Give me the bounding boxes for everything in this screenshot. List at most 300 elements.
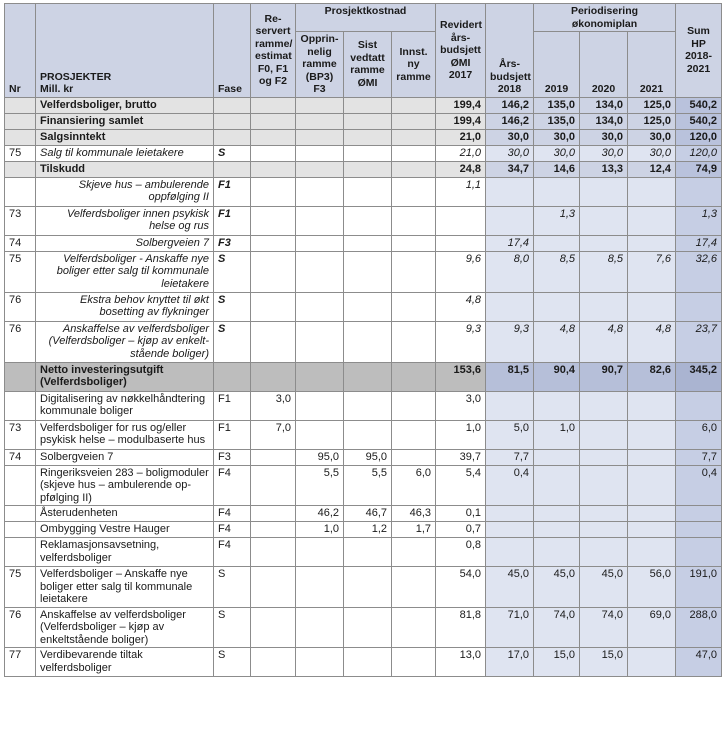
cell-fase: F3 (214, 235, 251, 251)
table-row (5, 145, 722, 161)
col-2019-header: 2019 (534, 32, 580, 98)
cell-desc: Ombygging Vestre Hauger (36, 522, 214, 538)
cell-2021 (628, 465, 676, 506)
revidert-line-2: års- (450, 31, 471, 44)
cell-desc: Verdibevarende tiltak velferdsboliger (36, 648, 214, 677)
sum-line-3: 2018- (685, 50, 712, 63)
cell-sist-vedtatt (344, 129, 392, 145)
cell-2019: 1,3 (534, 206, 580, 235)
cell-fase (214, 113, 251, 129)
cell-opprinnelig (296, 567, 344, 608)
sum-line-4: 2021 (686, 62, 711, 75)
cell-reservert (251, 449, 296, 465)
cell-sist-vedtatt (344, 251, 392, 292)
cell-desc: Ringeriksveien 283 – boligmoduler (skjeve hus – ambulerende op-pfølging II) (36, 465, 214, 506)
cell-2019: 14,6 (534, 161, 580, 177)
cell-desc: Velferdsboliger for rus og/eller psykisk helse – modulbaserte hus (36, 420, 214, 449)
cell-innst (392, 449, 436, 465)
cell-2021: 7,6 (628, 251, 676, 292)
cell-innst (392, 113, 436, 129)
opprinnelig-line-1: Opprin- (300, 33, 339, 45)
cell-2020 (580, 177, 628, 206)
cell-sist-vedtatt (344, 567, 392, 608)
cell-revidert (436, 235, 486, 251)
cell-nr: 75 (5, 567, 36, 608)
col-opprinnelig-header (296, 32, 344, 98)
col-innst-header (392, 32, 436, 98)
cell-opprinnelig: 5,5 (296, 465, 344, 506)
cell-2020 (580, 235, 628, 251)
cell-sist-vedtatt (344, 113, 392, 129)
cell-revidert: 24,8 (436, 161, 486, 177)
cell-nr (5, 97, 36, 113)
cell-sist-vedtatt (344, 145, 392, 161)
cell-2019 (534, 391, 580, 420)
cell-2020 (580, 522, 628, 538)
cell-sum: 7,7 (676, 449, 722, 465)
table-row (5, 113, 722, 129)
cell-opprinnelig (296, 145, 344, 161)
cell-desc: Reklamasjonsavsetning, velferdsboliger (36, 538, 214, 567)
cell-reservert (251, 465, 296, 506)
table-row (5, 362, 722, 391)
cell-opprinnelig: 46,2 (296, 506, 344, 522)
cell-reservert (251, 206, 296, 235)
cell-sist-vedtatt (344, 321, 392, 362)
cell-nr: 76 (5, 607, 36, 648)
cell-sum: 288,0 (676, 607, 722, 648)
cell-2019: 45,0 (534, 567, 580, 608)
cell-innst (392, 607, 436, 648)
cell-innst (392, 420, 436, 449)
cell-innst (392, 251, 436, 292)
cell-2020 (580, 420, 628, 449)
cell-desc: Velferdsboliger - Anskaffe nye boliger etter salg til kommunale leietakere (36, 251, 214, 292)
prosjekter-label: PROSJEKTER (40, 70, 112, 83)
cell-revidert: 21,0 (436, 145, 486, 161)
cell-2021 (628, 235, 676, 251)
col-prosjekter-header (36, 4, 214, 98)
cell-2021: 12,4 (628, 161, 676, 177)
cell-2021: 69,0 (628, 607, 676, 648)
cell-reservert (251, 97, 296, 113)
cell-2020: 90,7 (580, 362, 628, 391)
cell-sist-vedtatt (344, 292, 392, 321)
cell-innst (392, 206, 436, 235)
cell-innst (392, 321, 436, 362)
cell-innst (392, 161, 436, 177)
table-row (5, 538, 722, 567)
cell-sum (676, 506, 722, 522)
cell-2021 (628, 420, 676, 449)
cell-2019 (534, 177, 580, 206)
cell-revidert: 199,4 (436, 113, 486, 129)
cell-2020: 4,8 (580, 321, 628, 362)
cell-desc: Solbergveien 7 (36, 235, 214, 251)
cell-2020 (580, 465, 628, 506)
cell-desc: Ekstra behov knyttet til økt bosetting av flykninger (36, 292, 214, 321)
cell-2021 (628, 391, 676, 420)
table-row (5, 235, 722, 251)
cell-arsbudsjett: 81,5 (486, 362, 534, 391)
cell-arsbudsjett (486, 391, 534, 420)
cell-nr: 73 (5, 206, 36, 235)
cell-desc: Skjeve hus – ambulerende oppfølging II (36, 177, 214, 206)
revidert-line-1: Revidert (440, 19, 483, 31)
cell-fase: F4 (214, 465, 251, 506)
cell-sum: 6,0 (676, 420, 722, 449)
cell-2019: 135,0 (534, 113, 580, 129)
cell-sist-vedtatt (344, 607, 392, 648)
cell-innst: 1,7 (392, 522, 436, 538)
cell-opprinnelig (296, 420, 344, 449)
cell-innst (392, 362, 436, 391)
cell-reservert (251, 113, 296, 129)
cell-sum: 120,0 (676, 145, 722, 161)
cell-arsbudsjett (486, 522, 534, 538)
cell-reservert: 7,0 (251, 420, 296, 449)
cell-fase: S (214, 648, 251, 677)
budget-table (4, 3, 722, 677)
cell-2021: 30,0 (628, 145, 676, 161)
table-row (5, 567, 722, 608)
innst-line-3: ramme (396, 70, 431, 83)
cell-revidert: 199,4 (436, 97, 486, 113)
cell-arsbudsjett (486, 177, 534, 206)
cell-arsbudsjett: 0,4 (486, 465, 534, 506)
sist-line-3: ramme (350, 64, 385, 77)
cell-reservert (251, 129, 296, 145)
table-row (5, 177, 722, 206)
cell-fase: S (214, 145, 251, 161)
table-row (5, 292, 722, 321)
cell-2019: 1,0 (534, 420, 580, 449)
cell-revidert: 9,3 (436, 321, 486, 362)
cell-2019: 4,8 (534, 321, 580, 362)
cell-revidert: 4,8 (436, 292, 486, 321)
cell-2019: 8,5 (534, 251, 580, 292)
cell-2020 (580, 292, 628, 321)
cell-2021 (628, 648, 676, 677)
cell-opprinnelig (296, 391, 344, 420)
col-fase-header: Fase (214, 4, 251, 98)
innst-line-1: Innst. (399, 45, 428, 58)
cell-2021 (628, 538, 676, 567)
cell-reservert (251, 235, 296, 251)
cell-arsbudsjett: 7,7 (486, 449, 534, 465)
periodisering-header: Periodisering økonomiplan (534, 4, 676, 32)
cell-2019: 30,0 (534, 145, 580, 161)
cell-desc: Anskaffelse av velferdsboliger (Velferdsboliger – kjøp av enkeltstående boliger) (36, 607, 214, 648)
table-row (5, 607, 722, 648)
cell-opprinnelig (296, 129, 344, 145)
cell-sum: 47,0 (676, 648, 722, 677)
cell-sum: 32,6 (676, 251, 722, 292)
sist-line-2: vedtatt (350, 51, 385, 64)
cell-reservert (251, 567, 296, 608)
cell-sum: 120,0 (676, 129, 722, 145)
cell-nr (5, 129, 36, 145)
cell-sist-vedtatt (344, 538, 392, 567)
cell-2021 (628, 177, 676, 206)
cell-2021 (628, 522, 676, 538)
cell-sum: 540,2 (676, 113, 722, 129)
cell-fase: S (214, 292, 251, 321)
col-sist-vedtatt-header (344, 32, 392, 98)
cell-arsbudsjett: 45,0 (486, 567, 534, 608)
cell-sist-vedtatt (344, 97, 392, 113)
cell-desc: Salg til kommunale leietakere (36, 145, 214, 161)
cell-reservert (251, 362, 296, 391)
cell-reservert (251, 321, 296, 362)
cell-2021: 30,0 (628, 129, 676, 145)
table-row (5, 648, 722, 677)
cell-opprinnelig (296, 321, 344, 362)
cell-arsbudsjett: 17,4 (486, 235, 534, 251)
cell-innst (392, 145, 436, 161)
cell-2020: 74,0 (580, 607, 628, 648)
cell-sist-vedtatt: 95,0 (344, 449, 392, 465)
cell-arsbudsjett (486, 292, 534, 321)
cell-opprinnelig (296, 161, 344, 177)
cell-2020 (580, 391, 628, 420)
cell-desc: Velferdsboliger innen psykisk helse og rus (36, 206, 214, 235)
arsbudsjett-line-3: 2018 (497, 83, 522, 95)
cell-2021: 4,8 (628, 321, 676, 362)
cell-sum: 540,2 (676, 97, 722, 113)
cell-2021: 56,0 (628, 567, 676, 608)
cell-2019: 74,0 (534, 607, 580, 648)
cell-nr (5, 177, 36, 206)
cell-revidert: 9,6 (436, 251, 486, 292)
cell-2020: 8,5 (580, 251, 628, 292)
sum-line-2: HP (691, 37, 706, 50)
cell-opprinnelig (296, 97, 344, 113)
cell-sum (676, 292, 722, 321)
cell-nr: 75 (5, 145, 36, 161)
cell-opprinnelig: 95,0 (296, 449, 344, 465)
cell-fase (214, 362, 251, 391)
cell-2019: 135,0 (534, 97, 580, 113)
col-2020-header: 2020 (580, 32, 628, 98)
reservert-line-3: ramme/ (255, 37, 293, 50)
cell-revidert: 13,0 (436, 648, 486, 677)
cell-nr (5, 113, 36, 129)
cell-reservert (251, 607, 296, 648)
cell-revidert: 1,1 (436, 177, 486, 206)
cell-nr (5, 161, 36, 177)
cell-nr: 74 (5, 449, 36, 465)
cell-sum (676, 522, 722, 538)
cell-arsbudsjett: 146,2 (486, 113, 534, 129)
cell-arsbudsjett: 9,3 (486, 321, 534, 362)
cell-sist-vedtatt (344, 161, 392, 177)
cell-reservert (251, 522, 296, 538)
cell-nr: 74 (5, 235, 36, 251)
cell-sist-vedtatt (344, 420, 392, 449)
cell-fase (214, 161, 251, 177)
cell-arsbudsjett: 71,0 (486, 607, 534, 648)
cell-fase: F1 (214, 420, 251, 449)
cell-arsbudsjett: 17,0 (486, 648, 534, 677)
reservert-line-4: estimat (255, 50, 292, 63)
cell-reservert (251, 145, 296, 161)
cell-innst (392, 97, 436, 113)
cell-reservert (251, 648, 296, 677)
cell-revidert: 39,7 (436, 449, 486, 465)
cell-innst (392, 391, 436, 420)
cell-desc: Anskaffelse av velferdsboliger (Velferdsboliger – kjøp av enkelt-stående boliger) (36, 321, 214, 362)
cell-reservert (251, 161, 296, 177)
cell-sum: 74,9 (676, 161, 722, 177)
innst-line-2: ny (407, 58, 420, 70)
cell-desc: Solbergveien 7 (36, 449, 214, 465)
cell-2019 (534, 522, 580, 538)
cell-innst: 6,0 (392, 465, 436, 506)
cell-2021 (628, 449, 676, 465)
cell-2021 (628, 506, 676, 522)
sist-line-1: Sist (357, 39, 378, 52)
cell-sum: 0,4 (676, 465, 722, 506)
cell-revidert: 21,0 (436, 129, 486, 145)
cell-2019 (534, 292, 580, 321)
cell-reservert (251, 251, 296, 292)
cell-desc: Netto investeringsutgift (Velferdsboliger) (36, 362, 214, 391)
cell-fase (214, 129, 251, 145)
cell-sum: 17,4 (676, 235, 722, 251)
cell-sum: 191,0 (676, 567, 722, 608)
cell-revidert: 0,8 (436, 538, 486, 567)
cell-reservert (251, 177, 296, 206)
cell-2019: 30,0 (534, 129, 580, 145)
cell-innst (392, 648, 436, 677)
cell-revidert: 54,0 (436, 567, 486, 608)
reservert-line-6: og F2 (259, 75, 287, 88)
cell-nr (5, 465, 36, 506)
table-row (5, 251, 722, 292)
cell-fase: F1 (214, 206, 251, 235)
cell-arsbudsjett: 5,0 (486, 420, 534, 449)
cell-2020 (580, 538, 628, 567)
cell-opprinnelig (296, 235, 344, 251)
cell-revidert: 3,0 (436, 391, 486, 420)
revidert-line-5: 2017 (448, 69, 473, 81)
cell-2021: 125,0 (628, 97, 676, 113)
sum-line-1: Sum (687, 25, 710, 38)
cell-fase: F4 (214, 538, 251, 567)
cell-opprinnelig (296, 292, 344, 321)
cell-desc: Åsterudenheten (36, 506, 214, 522)
col-arsbudsjett-header (486, 4, 534, 98)
cell-fase: F4 (214, 506, 251, 522)
col-2021-header: 2021 (628, 32, 676, 98)
cell-innst (392, 235, 436, 251)
cell-2020: 15,0 (580, 648, 628, 677)
cell-2019: 90,4 (534, 362, 580, 391)
cell-fase: F1 (214, 177, 251, 206)
cell-2020: 134,0 (580, 97, 628, 113)
cell-2021: 125,0 (628, 113, 676, 129)
cell-sum (676, 538, 722, 567)
cell-innst (392, 177, 436, 206)
cell-sum: 345,2 (676, 362, 722, 391)
col-reservert-header (251, 4, 296, 98)
cell-innst (392, 567, 436, 608)
cell-opprinnelig (296, 362, 344, 391)
cell-revidert: 0,1 (436, 506, 486, 522)
cell-sist-vedtatt (344, 177, 392, 206)
cell-opprinnelig (296, 113, 344, 129)
cell-2020: 45,0 (580, 567, 628, 608)
cell-nr: 75 (5, 251, 36, 292)
cell-fase: F1 (214, 391, 251, 420)
table-row (5, 321, 722, 362)
cell-fase: S (214, 607, 251, 648)
cell-fase (214, 97, 251, 113)
cell-fase: F4 (214, 522, 251, 538)
cell-opprinnelig (296, 251, 344, 292)
cell-sist-vedtatt (344, 235, 392, 251)
cell-nr (5, 538, 36, 567)
cell-2019: 15,0 (534, 648, 580, 677)
cell-innst: 46,3 (392, 506, 436, 522)
cell-2020: 134,0 (580, 113, 628, 129)
cell-nr: 77 (5, 648, 36, 677)
cell-2020 (580, 206, 628, 235)
col-sum-header (676, 4, 722, 98)
cell-revidert: 1,0 (436, 420, 486, 449)
table-body (5, 97, 722, 677)
cell-sist-vedtatt: 5,5 (344, 465, 392, 506)
cell-2020: 13,3 (580, 161, 628, 177)
cell-revidert: 81,8 (436, 607, 486, 648)
cell-2019 (534, 465, 580, 506)
col-revidert-header (436, 4, 486, 98)
cell-sum (676, 391, 722, 420)
cell-arsbudsjett (486, 538, 534, 567)
cell-2020 (580, 449, 628, 465)
revidert-line-3: budsjett (440, 44, 481, 56)
cell-fase: S (214, 251, 251, 292)
table-row (5, 465, 722, 506)
cell-nr: 76 (5, 292, 36, 321)
mill-kr-label: Mill. kr (40, 83, 74, 95)
cell-desc: Velferdsboliger, brutto (36, 97, 214, 113)
cell-opprinnelig (296, 538, 344, 567)
cell-2020: 30,0 (580, 145, 628, 161)
cell-opprinnelig: 1,0 (296, 522, 344, 538)
cell-sist-vedtatt: 46,7 (344, 506, 392, 522)
cell-opprinnelig (296, 177, 344, 206)
cell-2019 (534, 538, 580, 567)
cell-revidert: 153,6 (436, 362, 486, 391)
cell-desc: Salgsinntekt (36, 129, 214, 145)
cell-2021 (628, 206, 676, 235)
table-row (5, 206, 722, 235)
cell-innst (392, 538, 436, 567)
opprinnelig-line-2: nelig (307, 45, 332, 58)
table-row (5, 97, 722, 113)
cell-nr: 73 (5, 420, 36, 449)
cell-reservert (251, 506, 296, 522)
cell-opprinnelig (296, 206, 344, 235)
table-row (5, 449, 722, 465)
cell-arsbudsjett (486, 206, 534, 235)
cell-2019 (534, 449, 580, 465)
cell-revidert (436, 206, 486, 235)
cell-arsbudsjett: 8,0 (486, 251, 534, 292)
cell-arsbudsjett: 146,2 (486, 97, 534, 113)
